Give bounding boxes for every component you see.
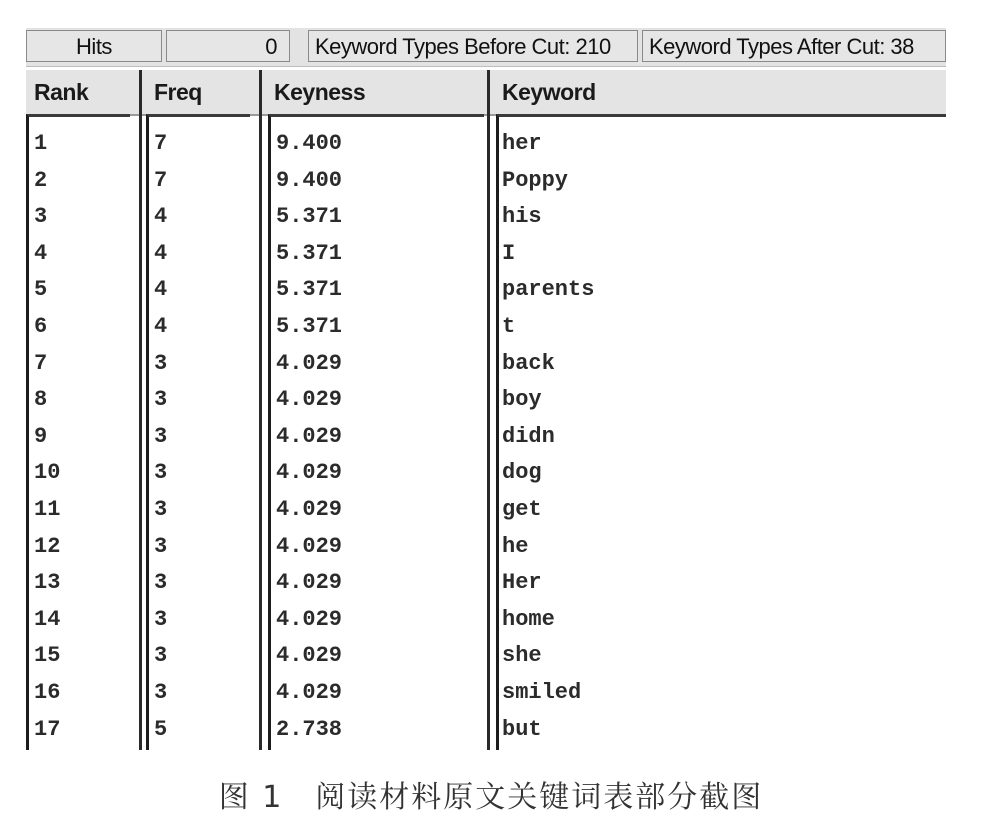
keyness-cell: 4.029 xyxy=(276,350,343,376)
keyness-cell: 2.738 xyxy=(276,716,343,742)
keyness-cell: 4.029 xyxy=(276,460,343,486)
keyness-cell: 4.029 xyxy=(276,606,343,632)
freq-cell: 4 xyxy=(154,240,168,266)
keyword-cell: back xyxy=(502,350,555,376)
table-row[interactable] xyxy=(0,205,982,241)
keyness-cell: 5.371 xyxy=(276,314,343,339)
keyword-types-after-cut: Keyword Types After Cut: 38 xyxy=(642,30,946,62)
rank-cell: 3 xyxy=(34,204,48,230)
keyness-cell: 5.371 xyxy=(276,240,343,266)
rank-cell: 14 xyxy=(34,606,61,632)
freq-cell: 3 xyxy=(154,497,168,522)
keyness-cell: 4.029 xyxy=(276,643,343,669)
keyword-cell: boy xyxy=(502,387,542,413)
table-row[interactable] xyxy=(0,571,982,607)
status-bar xyxy=(26,28,946,67)
keyness-cell: 9.400 xyxy=(276,131,343,156)
table-row[interactable] xyxy=(0,535,982,571)
keyword-cell: she xyxy=(502,643,542,669)
rank-cell: 10 xyxy=(34,460,61,486)
freq-cell: 4 xyxy=(154,314,168,339)
keyword-types-before-cut: Keyword Types Before Cut: 210 xyxy=(308,30,638,62)
keyness-cell: 4.029 xyxy=(276,680,343,705)
freq-cell: 5 xyxy=(154,716,168,742)
table-row[interactable] xyxy=(0,352,982,388)
table-row[interactable] xyxy=(0,278,982,314)
keyword-cell: I xyxy=(502,240,516,266)
rank-cell: 15 xyxy=(34,643,61,669)
column-header-row xyxy=(26,70,946,116)
freq-cell: 4 xyxy=(154,204,168,230)
rank-cell: 13 xyxy=(34,570,61,596)
rank-cell: 5 xyxy=(34,277,48,303)
keyness-cell: 5.371 xyxy=(276,204,343,230)
freq-cell: 3 xyxy=(154,423,168,449)
column-header-freq[interactable]: Freq xyxy=(154,79,202,105)
keyword-cell: but xyxy=(502,716,542,742)
rank-cell: 12 xyxy=(34,533,61,559)
freq-cell: 3 xyxy=(154,387,168,413)
freq-cell: 3 xyxy=(154,533,168,559)
keyness-cell: 5.371 xyxy=(276,277,343,303)
table-row[interactable] xyxy=(0,608,982,644)
table-row[interactable] xyxy=(0,425,982,461)
table-row[interactable] xyxy=(0,169,982,205)
keyword-cell: t xyxy=(502,314,516,339)
column-header-rank[interactable]: Rank xyxy=(34,79,89,105)
freq-cell: 3 xyxy=(154,460,168,486)
freq-cell: 3 xyxy=(154,570,168,596)
keyword-cell: home xyxy=(502,606,555,632)
table-row[interactable] xyxy=(0,461,982,497)
keyword-cell: her xyxy=(502,131,542,156)
table-row[interactable] xyxy=(0,388,982,424)
keyword-cell: didn xyxy=(502,423,555,449)
rank-cell: 17 xyxy=(34,716,61,742)
keyword-cell: Her xyxy=(502,570,542,596)
keyword-cell: his xyxy=(502,204,542,230)
rank-cell: 16 xyxy=(34,680,61,705)
figure-caption: 图 1 阅读材料原文关键词表部分截图 xyxy=(218,780,764,815)
rank-cell: 4 xyxy=(34,240,48,266)
rank-cell: 2 xyxy=(34,167,48,193)
freq-cell: 3 xyxy=(154,680,168,705)
table-row[interactable] xyxy=(0,315,982,351)
column-header-keyness[interactable]: Keyness xyxy=(274,79,366,105)
table-row[interactable] xyxy=(0,498,982,534)
rank-cell: 11 xyxy=(34,497,61,522)
keyword-cell: Poppy xyxy=(502,167,569,193)
keyness-cell: 4.029 xyxy=(276,423,343,449)
hits-label: Hits xyxy=(26,30,162,62)
rank-cell: 7 xyxy=(34,350,48,376)
keyword-cell: smiled xyxy=(502,680,582,705)
keyword-cell: dog xyxy=(502,460,542,486)
freq-cell: 7 xyxy=(154,131,168,156)
keyword-cell: get xyxy=(502,497,542,522)
freq-cell: 7 xyxy=(154,167,168,193)
keyness-cell: 9.400 xyxy=(276,167,343,193)
table-row[interactable] xyxy=(0,132,982,168)
keyness-cell: 4.029 xyxy=(276,533,343,559)
rank-cell: 6 xyxy=(34,314,48,339)
keyness-cell: 4.029 xyxy=(276,570,343,596)
freq-cell: 3 xyxy=(154,350,168,376)
table-row[interactable] xyxy=(0,242,982,278)
table-row[interactable] xyxy=(0,644,982,680)
column-header-keyword[interactable]: Keyword xyxy=(502,79,596,105)
table-row[interactable] xyxy=(0,681,982,717)
freq-cell: 4 xyxy=(154,277,168,303)
keyness-cell: 4.029 xyxy=(276,387,343,413)
rank-cell: 1 xyxy=(34,131,48,156)
rank-cell: 8 xyxy=(34,387,48,413)
keyword-cell: he xyxy=(502,533,529,559)
keyword-cell: parents xyxy=(502,277,595,303)
table-row[interactable] xyxy=(0,718,982,754)
hits-value: 0 xyxy=(166,30,290,62)
keyness-cell: 4.029 xyxy=(276,497,343,522)
rank-cell: 9 xyxy=(34,423,48,449)
freq-cell: 3 xyxy=(154,606,168,632)
freq-cell: 3 xyxy=(154,643,168,669)
